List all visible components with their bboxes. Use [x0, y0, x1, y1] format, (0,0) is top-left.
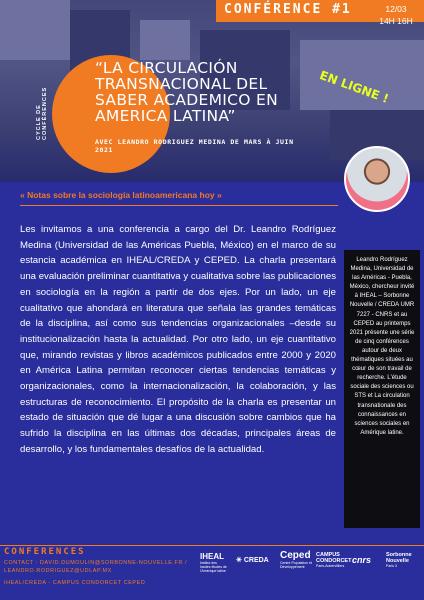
heading-divider — [20, 205, 338, 206]
cnrs-logo-text: cnrs — [352, 555, 372, 565]
date-time — [372, 3, 420, 27]
iheal-logo-sub: Institut des hautes études de l'Amérique latine — [200, 561, 227, 573]
talk-description: Les invitamos a una conferencia a cargo del Dr. Leandro Rodríguez Medina (Universidad de las Américas Puebla, México) en el marco de su estancia académica en IHEAL/CREDA y CEPED. La charla presentará una evaluación preliminar cuantitativa y cualitativa sobre las publicaciones en sociología en la región a partir de dos ejes. Por un lado, un eje cualitativo que ahondará en literatura que señala las grandes temáticas de la disciplina, así como sus tendencias organizacionales –desde su institucionalización hasta la actualidad. Por otro lado, un eje cuantitativo que, mirando revistas y libros académicos publicados entre 2000 y 2020 en América Latina permitan reconocer ciertas tendencias temáticas y organizacionales, como la internacionalización, la colaboración, y las estructuras de reconocimiento. El propósito de la charla es presentar un estado de situación que dé lugar a una discusión sobre cambios que ha sufrido la disciplina en las últimas dos décadas, principales áreas de desarrollo, y los fundamentales desafíos de la actualidad. — [20, 224, 336, 455]
speaker-bio: Leandro Rodríguez Medina, Universidad de las Américas - Puebla, México, chercheur invité à IHEAL – Sorbonne Nouvelle / CREDA UMR 7227 - CNRS et au CEPED au printemps 2021 présente une série de cinq conférences autour de deux thématiques situées au cœur de son travail de recherche. L'étude sociale des sciences ou STS et La circulation transnationale des connaissances en sciences sociales en Amérique latine. — [344, 250, 420, 528]
condorcet-logo-sub: Paris-Aubervilliers — [316, 564, 345, 568]
creda-logo-icon: ✳ — [236, 557, 242, 564]
ceped-logo-text: Ceped — [280, 550, 311, 561]
conference-subtitle: AVEC LEANDRO RODRIGUEZ MEDINA DE MARS À JUIN 2021 — [95, 138, 294, 154]
cnrs-logo — [352, 555, 371, 565]
footer-title: CONFERENCES — [4, 547, 86, 557]
contact-info: CONTACT : DAVID.DUMOULIN@SORBONNE-NOUVELLE.FR / LEANDRO.RODRIGUEZ@UDLAP.MX — [4, 560, 188, 574]
conference-title: “LA CIRCULACIÓN TRANSNACIONAL DEL SABER ACADEMICO EN AMERICA LATINA” — [95, 59, 279, 125]
sorbonne-logo — [386, 552, 422, 568]
ceped-logo-sub: Centre Population et Développement — [280, 561, 312, 569]
conference-number: CONFÉRENCE #1 — [224, 2, 352, 17]
condorcet-logo — [316, 552, 352, 568]
event-date: 12/03 — [385, 4, 407, 14]
footer-divider — [0, 545, 424, 546]
partner-logos — [200, 548, 424, 574]
iheal-logo — [200, 552, 228, 573]
online-badge: EN LIGNE ! — [317, 68, 391, 106]
ceped-logo — [280, 550, 312, 569]
campus-info: IHEAL/CREDA - CAMPUS CONDORCET CEPED — [4, 580, 146, 586]
speaker-portrait — [344, 146, 410, 212]
condorcet-logo-text: CAMPUS CONDORCET — [316, 552, 352, 564]
creda-logo — [236, 556, 269, 564]
event-time: 14H 16H — [379, 16, 413, 26]
cycle-label: CYCLE DE CONFÉRENCES — [36, 86, 48, 140]
creda-logo-text: CREDA — [243, 557, 269, 564]
talk-heading: « Notas sobre la sociología latinoamericana hoy » — [20, 190, 222, 200]
sorbonne-logo-sub: Paris 3 — [386, 564, 397, 568]
iheal-logo-text: IHEAL — [200, 552, 224, 561]
sorbonne-logo-text: Sorbonne Nouvelle — [386, 552, 412, 564]
